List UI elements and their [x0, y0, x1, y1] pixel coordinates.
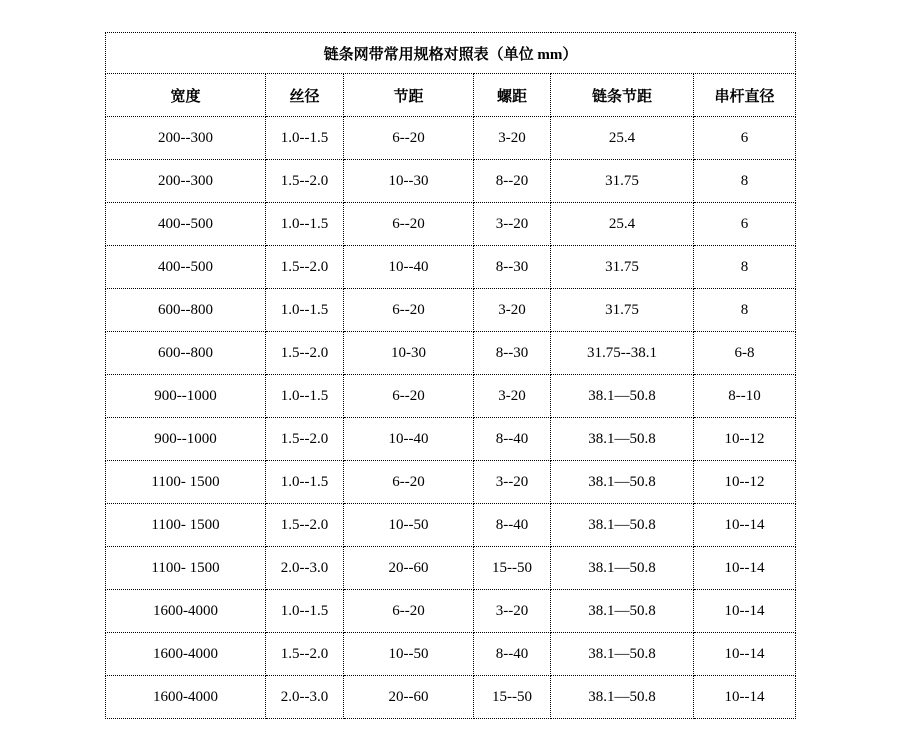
- table-cell: 10-30: [344, 332, 474, 375]
- table-cell: 31.75: [551, 289, 694, 332]
- table-row: [106, 547, 796, 590]
- table-cell: 8--30: [474, 246, 551, 289]
- table-row: [106, 332, 796, 375]
- spec-table-container: [105, 32, 796, 719]
- table-cell: 10--14: [694, 676, 796, 719]
- table-cell: 15--50: [474, 547, 551, 590]
- table-cell: 10--30: [344, 160, 474, 203]
- table-cell: 10--12: [694, 461, 796, 504]
- column-header-chain-pitch: 链条节距: [551, 74, 694, 117]
- table-row: [106, 461, 796, 504]
- table-cell: 6: [694, 117, 796, 160]
- table-cell: 8: [694, 246, 796, 289]
- table-cell: 900--1000: [106, 418, 266, 461]
- table-cell: 1.5--2.0: [266, 418, 344, 461]
- table-row: [106, 289, 796, 332]
- table-cell: 38.1—50.8: [551, 418, 694, 461]
- table-cell: 10--50: [344, 633, 474, 676]
- table-cell: 38.1—50.8: [551, 676, 694, 719]
- column-header-width: 宽度: [106, 74, 266, 117]
- table-cell: 1600-4000: [106, 633, 266, 676]
- table-cell: 8: [694, 289, 796, 332]
- table-cell: 3-20: [474, 117, 551, 160]
- table-cell: 400--500: [106, 203, 266, 246]
- table-body: [106, 117, 796, 719]
- table-cell: 1600-4000: [106, 676, 266, 719]
- table-cell: 25.4: [551, 203, 694, 246]
- table-row: [106, 418, 796, 461]
- spec-table: [105, 32, 796, 719]
- table-cell: 1100- 1500: [106, 504, 266, 547]
- table-cell: 8--30: [474, 332, 551, 375]
- table-row: [106, 160, 796, 203]
- table-cell: 10--14: [694, 504, 796, 547]
- table-row: [106, 203, 796, 246]
- column-header-pitch: 节距: [344, 74, 474, 117]
- table-row: [106, 375, 796, 418]
- table-cell: 38.1—50.8: [551, 547, 694, 590]
- table-cell: 400--500: [106, 246, 266, 289]
- table-cell: 1.0--1.5: [266, 117, 344, 160]
- table-cell: 8: [694, 160, 796, 203]
- column-header-wire-diameter: 丝径: [266, 74, 344, 117]
- table-cell: 1.0--1.5: [266, 590, 344, 633]
- table-cell: 600--800: [106, 289, 266, 332]
- table-cell: 6-8: [694, 332, 796, 375]
- table-cell: 38.1—50.8: [551, 590, 694, 633]
- table-cell: 38.1—50.8: [551, 375, 694, 418]
- table-row: [106, 590, 796, 633]
- table-cell: 3--20: [474, 461, 551, 504]
- table-cell: 3-20: [474, 375, 551, 418]
- table-cell: 10--50: [344, 504, 474, 547]
- table-title: 链条网带常用规格对照表（单位 mm）: [106, 33, 796, 74]
- table-cell: 20--60: [344, 676, 474, 719]
- table-cell: 20--60: [344, 547, 474, 590]
- table-header-row: [106, 74, 796, 117]
- table-cell: 200--300: [106, 117, 266, 160]
- table-cell: 10--14: [694, 633, 796, 676]
- column-header-rod-diameter: 串杆直径: [694, 74, 796, 117]
- table-cell: 6--20: [344, 590, 474, 633]
- table-cell: 8--20: [474, 160, 551, 203]
- column-header-screw-pitch: 螺距: [474, 74, 551, 117]
- table-cell: 10--14: [694, 547, 796, 590]
- table-cell: 1100- 1500: [106, 461, 266, 504]
- table-cell: 1.0--1.5: [266, 289, 344, 332]
- table-cell: 38.1—50.8: [551, 461, 694, 504]
- table-cell: 900--1000: [106, 375, 266, 418]
- table-cell: 200--300: [106, 160, 266, 203]
- table-row: [106, 504, 796, 547]
- table-row: [106, 633, 796, 676]
- table-cell: 1.0--1.5: [266, 461, 344, 504]
- table-cell: 8--40: [474, 504, 551, 547]
- table-cell: 1.5--2.0: [266, 332, 344, 375]
- table-cell: 8--40: [474, 418, 551, 461]
- table-cell: 3--20: [474, 590, 551, 633]
- table-cell: 8--40: [474, 633, 551, 676]
- table-cell: 38.1—50.8: [551, 633, 694, 676]
- table-cell: 1100- 1500: [106, 547, 266, 590]
- table-cell: 2.0--3.0: [266, 676, 344, 719]
- table-cell: 10--14: [694, 590, 796, 633]
- table-cell: 31.75: [551, 160, 694, 203]
- table-row: [106, 676, 796, 719]
- table-row: [106, 117, 796, 160]
- table-cell: 2.0--3.0: [266, 547, 344, 590]
- table-cell: 3-20: [474, 289, 551, 332]
- table-cell: 31.75: [551, 246, 694, 289]
- table-cell: 8--10: [694, 375, 796, 418]
- table-cell: 6--20: [344, 461, 474, 504]
- table-cell: 1.0--1.5: [266, 375, 344, 418]
- table-title-row: [106, 33, 796, 74]
- table-cell: 1.5--2.0: [266, 160, 344, 203]
- table-cell: 1.0--1.5: [266, 203, 344, 246]
- table-cell: 10--40: [344, 418, 474, 461]
- table-cell: 31.75--38.1: [551, 332, 694, 375]
- table-cell: 6--20: [344, 289, 474, 332]
- table-cell: 10--40: [344, 246, 474, 289]
- table-cell: 6--20: [344, 203, 474, 246]
- table-cell: 600--800: [106, 332, 266, 375]
- table-cell: 6: [694, 203, 796, 246]
- table-cell: 6--20: [344, 375, 474, 418]
- table-cell: 1600-4000: [106, 590, 266, 633]
- table-cell: 1.5--2.0: [266, 633, 344, 676]
- table-cell: 25.4: [551, 117, 694, 160]
- table-cell: 1.5--2.0: [266, 504, 344, 547]
- table-row: [106, 246, 796, 289]
- table-cell: 38.1—50.8: [551, 504, 694, 547]
- table-cell: 6--20: [344, 117, 474, 160]
- table-cell: 15--50: [474, 676, 551, 719]
- table-cell: 3--20: [474, 203, 551, 246]
- table-cell: 1.5--2.0: [266, 246, 344, 289]
- table-cell: 10--12: [694, 418, 796, 461]
